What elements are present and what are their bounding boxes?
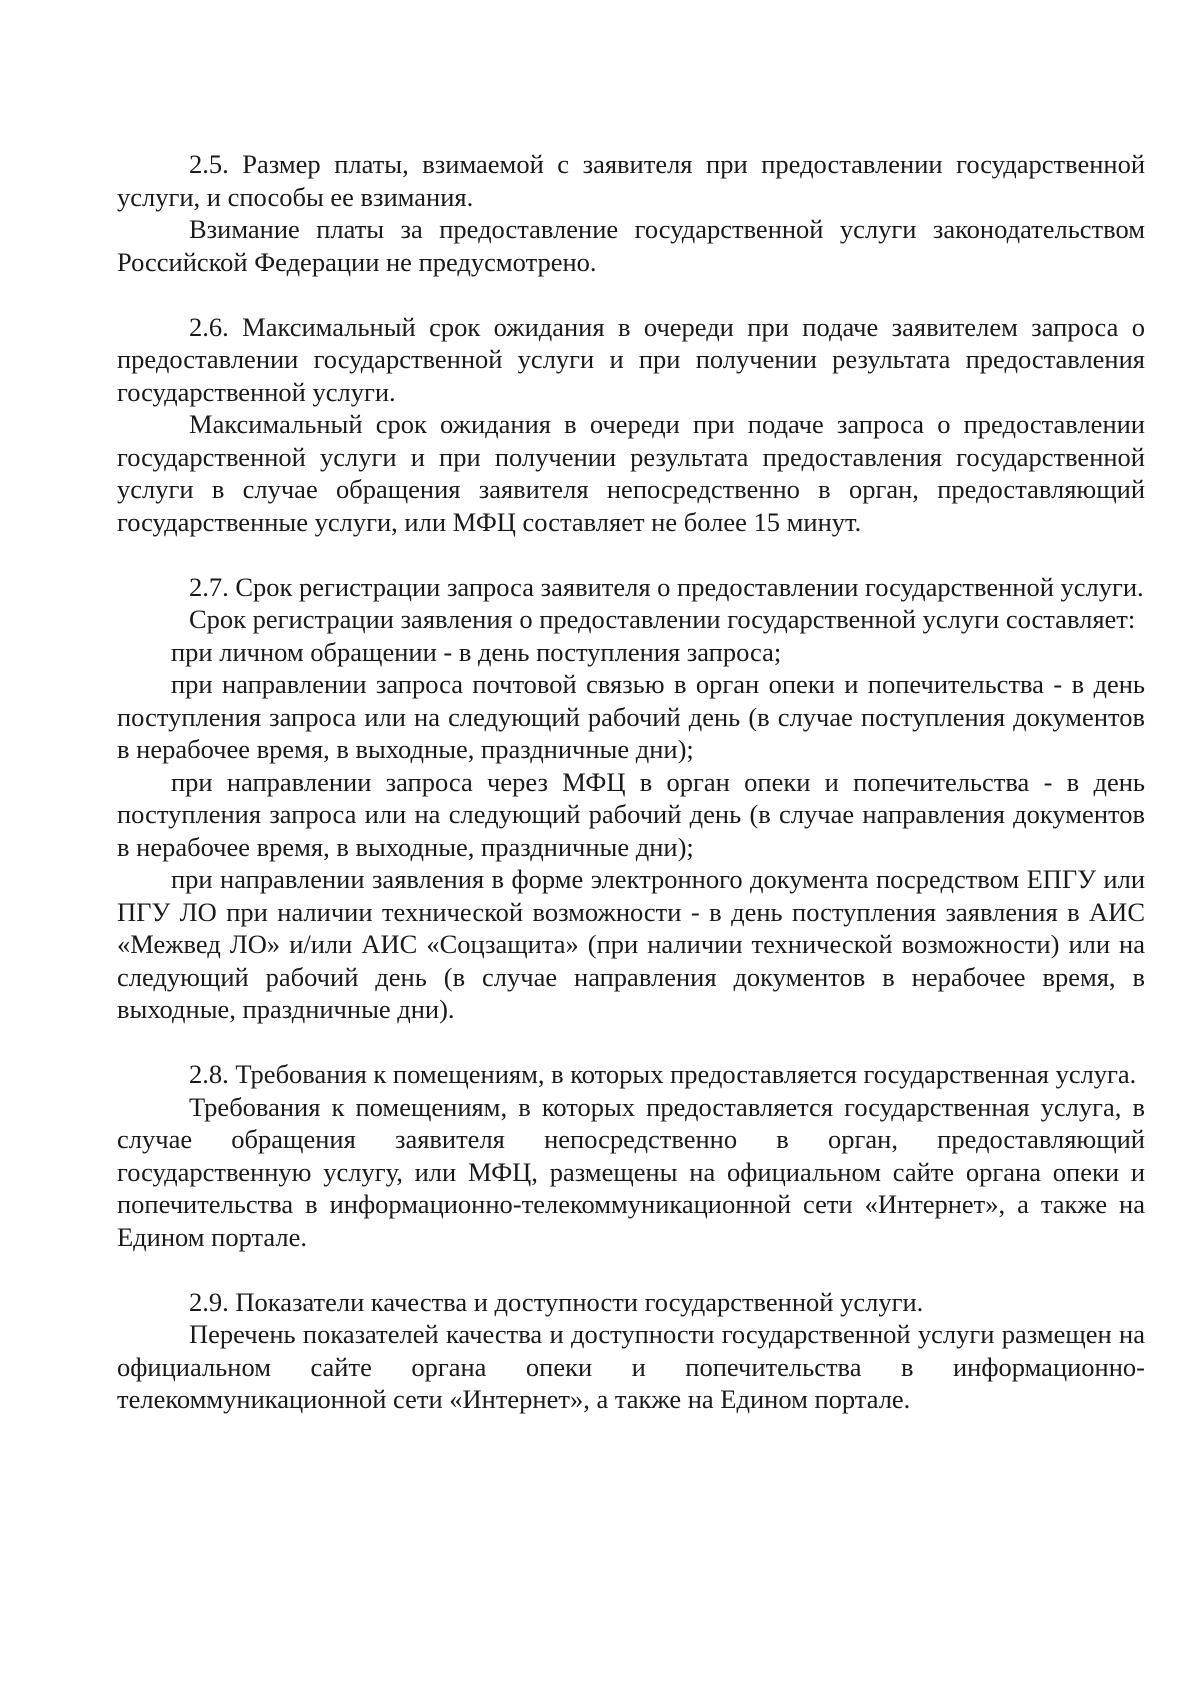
document-page: [117, 148, 1145, 1416]
section-heading: 2.5. Размер платы, взимаемой с заявителя при предоставлении государственной услуги, и способы ее взимания.: [117, 149, 1145, 212]
section-2-8: [117, 1058, 1145, 1253]
section-2-9: [117, 1286, 1145, 1416]
section-body: Максимальный срок ожидания в очереди при подаче запроса о предоставлении государственной услуги и при получении результата предоставления государственной услуги в случае обращения заявителя непосредственно в орган, предоставляющий государственные услуги, или МФЦ составляет не более 15 минут.: [117, 409, 1145, 537]
list-item: при направлении запроса через МФЦ в орган опеки и попечительства - в день поступления запроса или на следующий рабочий день (в случае направления документов в нерабочее время, в выходные, праздничные дни);: [117, 766, 1145, 862]
section-body: Требования к помещениям, в которых предоставляется государственная услуга, в случае обращения заявителя непосредственно в орган, предоставляющий государственную услугу, или МФЦ, размещены на официальном сайте органа опеки и попечительства в информационно-телекоммуникационной сети «Интернет», а также на Едином портале.: [117, 1091, 1145, 1252]
section-body: Перечень показателей качества и доступности государственной услуги размещен на официальном сайте органа опеки и попечительства в информационно-телекоммуникационной сети «Интернет», а также на Едином портале.: [117, 1319, 1145, 1414]
section-heading: 2.6. Максимальный срок ожидания в очереди при подаче заявителем запроса о предоставлении государственной услуги и при получении результата предоставления государственной услуги.: [117, 311, 1145, 407]
section-body: Взимание платы за предоставление государственной услуги законодательством Российской Федерации не предусмотрено.: [117, 214, 1145, 277]
section-2-7: [117, 571, 1145, 1026]
section-heading: 2.8. Требования к помещениям, в которых предоставляется государственная услуга.: [189, 1059, 1137, 1089]
list-item: при направлении запроса почтовой связью в орган опеки и попечительства - в день поступления запроса или на следующий рабочий день (в случае поступления документов в нерабочее время, в выходные, праздничные дни);: [117, 669, 1145, 764]
list-item: при личном обращении - в день поступления запроса;: [171, 636, 782, 667]
section-heading: 2.9. Показатели качества и доступности государственной услуги.: [189, 1286, 924, 1317]
section-body: Срок регистрации заявления о предоставлении государственной услуги составляет:: [189, 604, 1136, 634]
list-item: при направлении заявления в форме электронного документа посредством ЕПГУ или ПГУ ЛО при наличии технической возможности - в день поступления заявления в АИС «Межвед ЛО» и/или АИС «Соцзащита» (при наличии технической возможности) или на следующий рабочий день (в случае направления документов в нерабочее время, в выходные, праздничные дни).: [117, 864, 1145, 1024]
section-heading: 2.7. Срок регистрации запроса заявителя о предоставлении государственной услуги.: [189, 571, 1144, 602]
section-2-5: [117, 148, 1145, 278]
section-2-6: [117, 311, 1145, 539]
